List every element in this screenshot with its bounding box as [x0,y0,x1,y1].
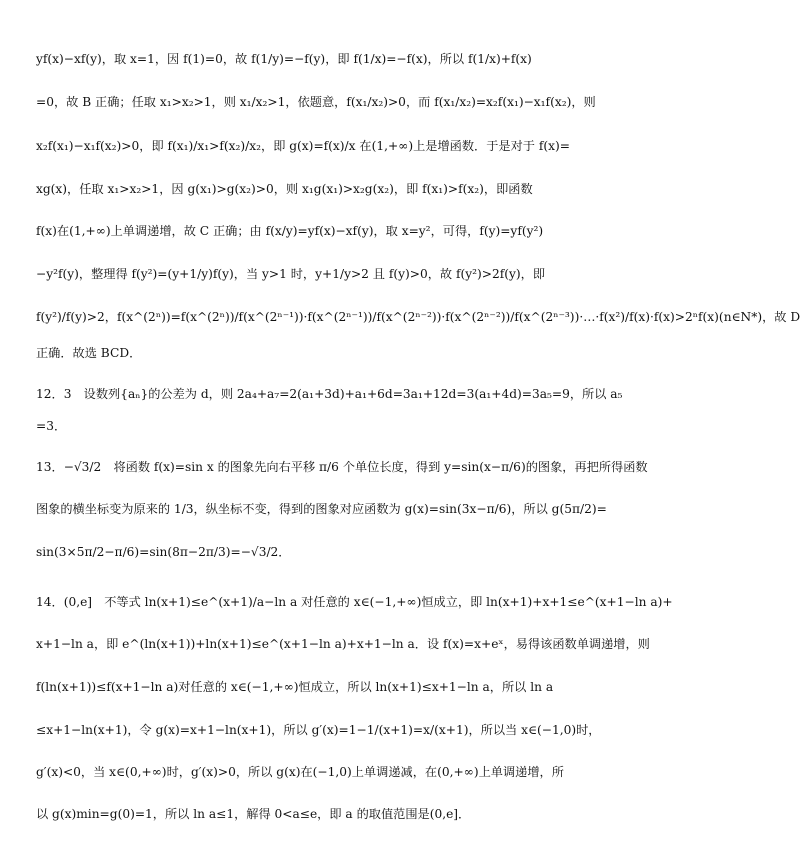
text-line: f(x)在(1,+∞)上单调递增，故 C 正确；由 f(x/y)=yf(x)−xf(y)，取 x=y²，可得，f(y)=yf(y²) [36,224,544,238]
text-line: g′(x)<0，当 x∈(0,+∞)时，g′(x)>0，所以 g(x)在(−1,0)上单调递减，在(0,+∞)上单调递增，所 [36,765,564,779]
text-line: x₂f(x₁)−x₁f(x₂)>0，即 f(x₁)/x₁>f(x₂)/x₂，即 g(x)=f(x)/x 在(1,+∞)上是增函数．于是对于 f(x)= [36,139,570,153]
text-line: =3． [36,419,67,433]
text-line: xg(x)，任取 x₁>x₂>1，因 g(x₁)>g(x₂)>0，则 x₁g(x₁)>x₂g(x₂)，即 f(x₁)>f(x₂)，即函数 [36,182,533,196]
text-line: yf(x)−xf(y)，取 x=1，因 f(1)=0，故 f(1/y)=−f(y)，即 f(1/x)=−f(x)，所以 f(1/x)+f(x) [36,52,532,66]
text-line: 14．(0,e] 不等式 ln(x+1)≤e^(x+1)/a−ln a 对任意的 x∈(−1,+∞)恒成立，即 ln(x+1)+x+1≤e^(x+1−ln a)+ [36,595,673,609]
text-line: x+1−ln a，即 e^(ln(x+1))+ln(x+1)≤e^(x+1−ln a)+x+1−ln a．设 f(x)=x+eˣ，易得该函数单调递增，则 [36,637,650,651]
text-line: ≤x+1−ln(x+1)，令 g(x)=x+1−ln(x+1)，所以 g′(x)=1−1/(x+1)=x/(x+1)，所以当 x∈(−1,0)时， [36,723,601,737]
text-line: 正确．故选 BCD． [36,346,142,360]
text-line: 12．3 设数列{aₙ}的公差为 d，则 2a₄+a₇=2(a₁+3d)+a₁+6d=3a₁+12d=3(a₁+4d)=3a₅=9，所以 a₅ [36,387,623,401]
text-line: =0，故 B 正确；任取 x₁>x₂>1，则 x₁/x₂>1，依题意，f(x₁/x₂)>0，而 f(x₁/x₂)=x₂f(x₁)−x₁f(x₂)，则 [36,95,596,109]
text-line: 以 g(x)min=g(0)=1，所以 ln a≤1，解得 0<a≤e，即 a 的取值范围是(0,e]． [36,807,471,821]
text-line: sin(3×5π/2−π/6)=sin(8π−2π/3)=−√3/2． [36,545,291,559]
text-line: 13．−√3/2 将函数 f(x)=sin x 的图象先向右平移 π/6 个单位长度，得到 y=sin(x−π/6)的图象，再把所得函数 [36,460,648,474]
text-line: −y²f(y)，整理得 f(y²)=(y+1/y)f(y)，当 y>1 时，y+1/y>2 且 f(y)>0，故 f(y²)>2f(y)，即 [36,267,546,281]
text-line: f(ln(x+1))≤f(x+1−ln a)对任意的 x∈(−1,+∞)恒成立，所以 ln(x+1)≤x+1−ln a，所以 ln a [36,680,554,694]
text-line: f(y²)/f(y)>2，f(x^(2ⁿ))=f(x^(2ⁿ))/f(x^(2ⁿ⁻¹))·f(x^(2ⁿ⁻¹))/f(x^(2ⁿ⁻²))·f(x^(2ⁿ⁻²))/f(x^(2ⁿ⁻³))·…·f(x²)/f(x)·f(x)>2ⁿf(x)(n∈N*)，故 D [36,310,800,324]
text-line: 图象的横坐标变为原来的 1/3，纵坐标不变，得到的图象对应函数为 g(x)=sin(3x−π/6)，所以 g(5π/2)= [36,502,607,516]
